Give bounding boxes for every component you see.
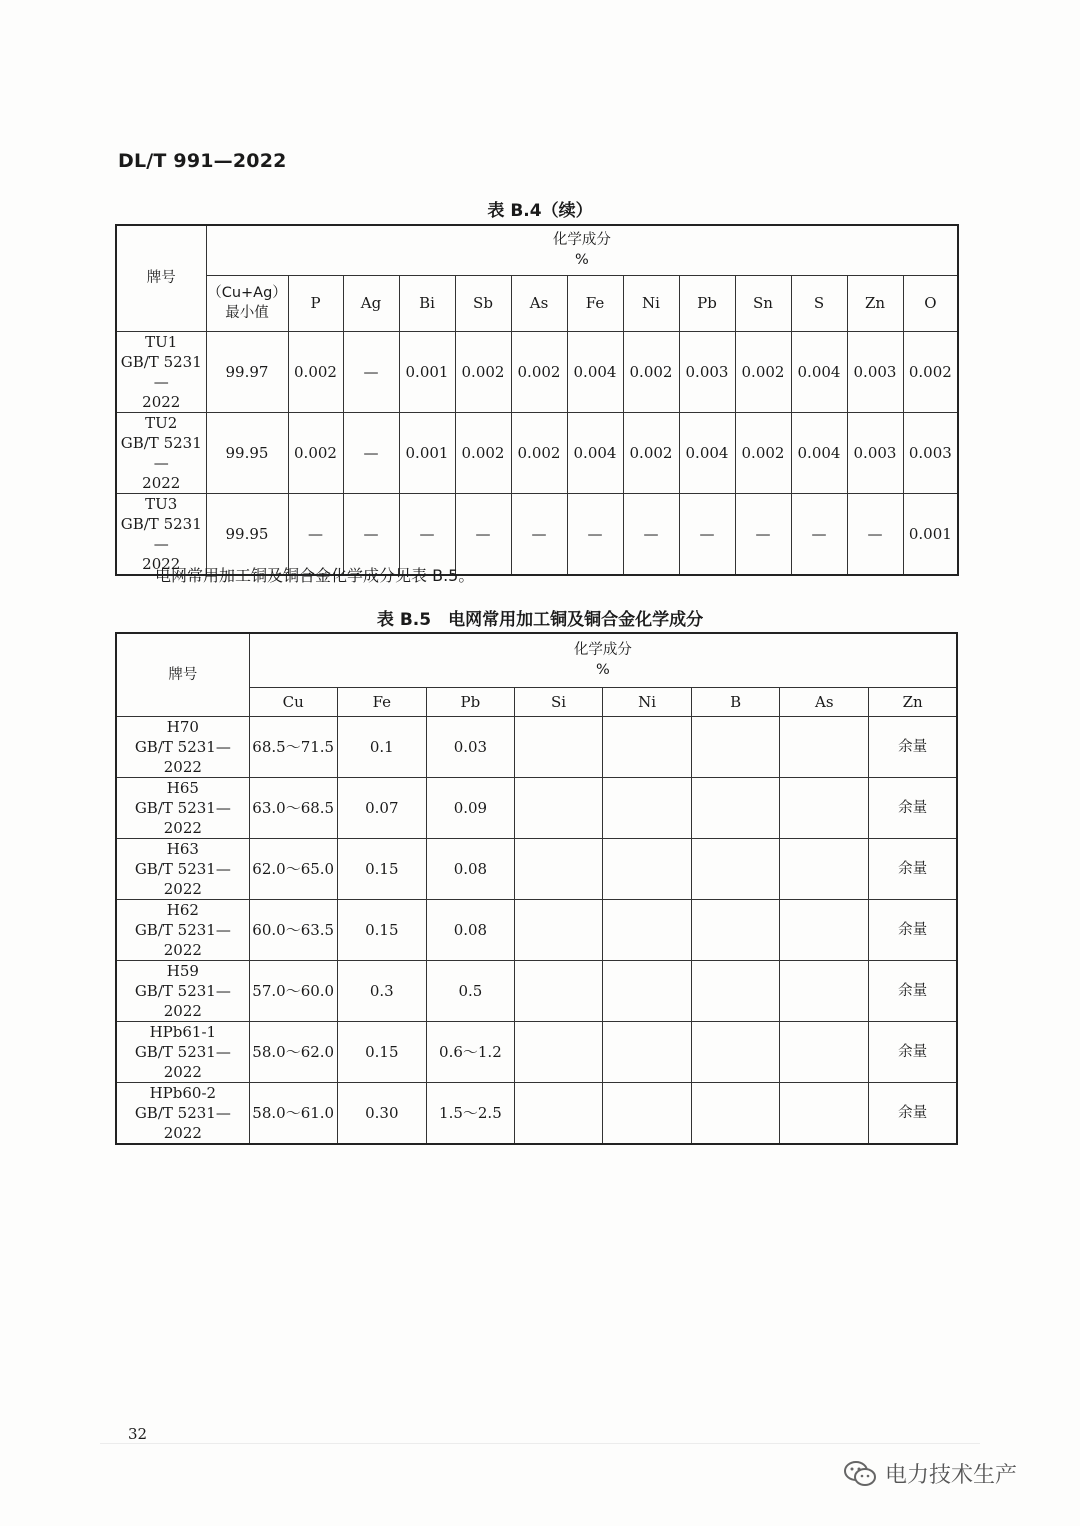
column-header-line: Bi [419,294,435,312]
table-b4-title: 表 B.4（续） [487,201,593,221]
column-header-line: Sn [753,294,773,312]
column-header: Zn [869,687,957,716]
intro-paragraph: 电网常用加工铜及铜合金化学成分见表 B.5。 [155,566,475,585]
column-header-line: O [924,294,937,312]
value-cell [514,1082,602,1144]
column-header [343,275,399,331]
table-row [116,960,957,1021]
grade-header: 牌号 [116,633,249,716]
column-header [623,275,679,331]
grade-line: GB/T 5231—2022 [134,859,231,898]
column-header: Ni [603,687,692,716]
grade-line: 2022 [142,392,181,411]
column-header-line: （Cu+Ag） [207,285,287,301]
value-cell: 0.004 [791,412,847,493]
table-row [116,412,958,493]
value-cell: 0.09 [426,777,514,838]
column-header-line: Zn [864,294,886,312]
value-cell: 0.002 [455,331,511,412]
table-row [116,1021,957,1082]
column-header-line: Sb [473,294,493,312]
table-b4 [115,224,959,576]
grade-line: H65 [166,778,199,797]
value-cell: 60.0～63.5 [249,899,337,960]
value-cell: 68.5～71.5 [249,716,337,777]
value-cell [692,716,780,777]
grade-line: GB/T 5231—2022 [134,737,231,776]
value-cell: 余量 [869,1082,957,1144]
value-cell [514,899,602,960]
watermark-text: 电力技术生产 [885,1463,1018,1488]
value-cell: 58.0～62.0 [249,1021,337,1082]
column-header [206,275,288,331]
value-cell [603,716,692,777]
value-cell [514,838,602,899]
value-cell: — [791,493,847,575]
value-cell: 余量 [869,899,957,960]
value-cell: 0.3 [337,960,426,1021]
value-cell: — [623,493,679,575]
grade-cell [116,777,249,838]
value-cell: — [847,493,903,575]
value-cell [603,1021,692,1082]
table-row [116,838,957,899]
value-cell [603,777,692,838]
grade-line: HPb61-1 [149,1022,217,1041]
value-cell [514,777,602,838]
value-cell: 0.001 [903,493,958,575]
watermark [843,1458,1017,1489]
value-cell: 0.002 [288,412,343,493]
value-cell: 余量 [869,838,957,899]
column-header: Pb [426,687,514,716]
composition-header [249,633,957,687]
grade-line: TU3 [145,494,178,513]
grade-line: GB/T 5231—2022 [134,981,231,1020]
value-cell: 0.001 [399,412,455,493]
grade-cell [116,412,206,493]
value-cell: 0.15 [337,1021,426,1082]
value-cell: 0.15 [337,838,426,899]
value-cell: 99.95 [206,493,288,575]
page-number: 32 [128,1425,148,1443]
value-cell [780,960,869,1021]
column-header: Fe [337,687,426,716]
value-cell [780,1021,869,1082]
value-cell [692,1082,780,1144]
value-cell: 0.004 [679,412,735,493]
value-cell: — [343,493,399,575]
composition-unit: % [595,662,610,679]
value-cell: — [343,331,399,412]
value-cell: 0.002 [511,331,567,412]
value-cell [692,777,780,838]
column-header-line: S [813,294,825,312]
value-cell: 0.15 [337,899,426,960]
value-cell [603,838,692,899]
value-cell: — [679,493,735,575]
grade-line: 2022 [142,554,181,573]
grade-line: GB/T 5231— [120,514,202,553]
value-cell: 57.0～60.0 [249,960,337,1021]
column-header-line: Ag [360,294,382,312]
value-cell [692,899,780,960]
value-cell: 0.08 [426,899,514,960]
value-cell [780,777,869,838]
column-header [288,275,343,331]
value-cell: — [288,493,343,575]
grade-cell [116,1082,249,1144]
grade-line: H59 [166,961,199,980]
column-header [847,275,903,331]
grade-line: GB/T 5231—2022 [134,920,231,959]
value-cell: 0.002 [288,331,343,412]
grade-line: GB/T 5231—2022 [134,1103,231,1142]
grade-cell [116,716,249,777]
value-cell: 0.002 [511,412,567,493]
value-cell [603,960,692,1021]
composition-label: 化学成分 [552,232,611,249]
value-cell: 0.003 [847,412,903,493]
value-cell: — [735,493,791,575]
column-header [735,275,791,331]
value-cell [692,960,780,1021]
column-header [567,275,623,331]
table-row [116,716,957,777]
grade-line: H70 [166,717,199,736]
value-cell: 1.5～2.5 [426,1082,514,1144]
value-cell [603,1082,692,1144]
value-cell: 63.0～68.5 [249,777,337,838]
value-cell: 余量 [869,1021,957,1082]
grade-line: HPb60-2 [149,1083,217,1102]
value-cell: 0.002 [455,412,511,493]
column-header [399,275,455,331]
value-cell: 余量 [869,777,957,838]
table-b5 [115,632,958,1145]
grade-line: 2022 [142,473,181,492]
value-cell: — [343,412,399,493]
value-cell [780,716,869,777]
grade-cell [116,331,206,412]
value-cell: 0.003 [903,412,958,493]
table-row [116,777,957,838]
value-cell [514,960,602,1021]
table-b5-title: 表 B.5 电网常用加工铜及铜合金化学成分 [376,610,704,630]
value-cell: 58.0～61.0 [249,1082,337,1144]
value-cell [780,1082,869,1144]
grade-cell [116,899,249,960]
value-cell: 0.30 [337,1082,426,1144]
composition-label: 化学成分 [573,642,632,659]
column-header [511,275,567,331]
value-cell [780,838,869,899]
value-cell: 99.95 [206,412,288,493]
column-header-line: 最小值 [225,305,269,321]
column-header: Cu [249,687,337,716]
value-cell: 0.004 [791,331,847,412]
value-cell [603,899,692,960]
value-cell: 余量 [869,716,957,777]
grade-line: GB/T 5231—2022 [134,798,231,837]
grade-line: TU1 [145,332,178,351]
value-cell: 99.97 [206,331,288,412]
value-cell: 0.002 [903,331,958,412]
value-cell: 0.03 [426,716,514,777]
column-header-line: Ni [642,294,660,312]
column-header [903,275,958,331]
column-header [791,275,847,331]
value-cell [514,716,602,777]
value-cell: 0.6～1.2 [426,1021,514,1082]
grade-cell [116,960,249,1021]
value-cell: 0.001 [399,331,455,412]
grade-header: 牌号 [116,225,206,331]
value-cell [514,1021,602,1082]
value-cell: 0.5 [426,960,514,1021]
column-header: As [780,687,869,716]
composition-header [206,225,958,275]
value-cell: 0.002 [623,331,679,412]
grade-cell [116,838,249,899]
value-cell: 0.004 [567,331,623,412]
value-cell [692,1021,780,1082]
grade-line: GB/T 5231— [120,433,202,472]
wechat-icon [843,1460,877,1488]
footer-divider [100,1443,980,1444]
table-row [116,899,957,960]
grade-cell [116,1021,249,1082]
value-cell: 0.08 [426,838,514,899]
grade-line: GB/T 5231— [120,352,202,391]
column-header: B [692,687,780,716]
value-cell: — [511,493,567,575]
value-cell: — [567,493,623,575]
document-code: DL/T 991—2022 [118,150,287,172]
column-header-line: Fe [585,294,605,312]
value-cell: 0.002 [735,331,791,412]
value-cell: — [399,493,455,575]
value-cell: — [455,493,511,575]
column-header [455,275,511,331]
value-cell [780,899,869,960]
value-cell: 0.003 [847,331,903,412]
value-cell: 0.07 [337,777,426,838]
grade-line: TU2 [145,413,178,432]
value-cell [692,838,780,899]
value-cell: 0.1 [337,716,426,777]
composition-unit: % [574,252,589,269]
column-header-line: As [529,294,549,312]
grade-line: H62 [166,900,199,919]
column-header [679,275,735,331]
column-header-line: P [310,294,321,312]
value-cell: 0.002 [735,412,791,493]
value-cell: 62.0～65.0 [249,838,337,899]
value-cell: 余量 [869,960,957,1021]
column-header-line: Pb [697,294,717,312]
grade-line: H63 [166,839,199,858]
column-header: Si [514,687,602,716]
table-row [116,331,958,412]
table-row [116,1082,957,1144]
value-cell: 0.002 [623,412,679,493]
value-cell: 0.003 [679,331,735,412]
grade-line: GB/T 5231—2022 [134,1042,231,1081]
value-cell: 0.004 [567,412,623,493]
